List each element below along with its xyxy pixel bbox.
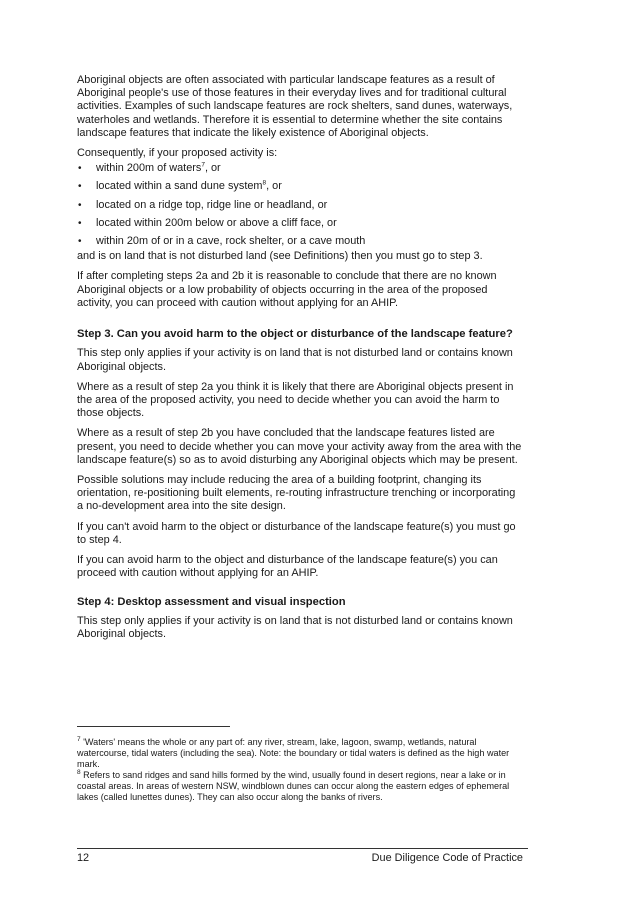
bullet-icon: • bbox=[78, 163, 82, 175]
land-condition-paragraph: and is on land that is not disturbed land (see Definitions) then you must go to step 3. bbox=[77, 250, 483, 263]
step3-paragraph: Where as a result of step 2b you have concluded that the landscape features listed are present, you need to decide whether you can move your activity away from the area with the landscape feature(s) so as to avoid disturbing any Aboriginal objects which may be present. bbox=[77, 427, 522, 466]
footnotes bbox=[77, 737, 523, 803]
step3-paragraph: This step only applies if your activity is on land that is not disturbed land or contains known Aboriginal objects. bbox=[77, 347, 513, 373]
footnote-number: 8 bbox=[77, 768, 81, 776]
step3-heading: Step 3. Can you avoid harm to the object or disturbance of the landscape feature? bbox=[77, 328, 513, 341]
page-number: 12 bbox=[77, 852, 90, 864]
bullet-icon: • bbox=[78, 217, 82, 229]
footnote-ref: 8 bbox=[262, 179, 267, 187]
footer-divider bbox=[77, 848, 528, 849]
step4-paragraph: This step only applies if your activity is on land that is not disturbed land or contains known Aboriginal objects. bbox=[77, 614, 513, 641]
list-item: • located within 200m below or above a cliff face, or bbox=[78, 216, 337, 229]
list-item: • located within a sand dune system$^8$, or bbox=[78, 179, 282, 193]
landscape-feature-list bbox=[77, 162, 523, 248]
step3-paragraph: Where as a result of step 2a you think it is likely that there are Aboriginal objects present in the area of the proposed activity, you need to decide whether you can avoid the harm to those objects. bbox=[77, 380, 514, 420]
step4-heading: Step 4: Desktop assessment and visual inspection bbox=[77, 595, 346, 608]
footnote: $^8$ Refers to sand ridges and sand hills formed by the wind, usually found in desert regions, near a lake or in coastal areas. In areas of western NSW, windblown dunes can occur along the eastern edges of ephemeral lakes (called lunettes dunes). They can also occur along the banks of rivers. bbox=[77, 768, 510, 802]
bullet-icon: • bbox=[78, 236, 82, 248]
footnote: $^7$ 'Waters' means the whole or any part of: any river, stream, lake, lagoon, swamp, wetlands, natural watercourse, tidal waters (including the sea). Note: the boundary or tidal waters is defined as the high water mark. bbox=[77, 735, 510, 769]
intro-paragraph: Aboriginal objects are often associated with particular landscape features as a result of Aboriginal people's use of those features in their everyday lives and for traditional cultural activities. Examples of such landscape features are rock shelters, sand dunes, waterways, waterholes and wetlands. Therefore it is essential to determine whether the site contains landscape features that indicate the likely existence of Aboriginal objects. bbox=[77, 74, 513, 139]
footnote-divider bbox=[77, 726, 230, 727]
list-item: • within 20m of or in a cave, rock shelter, or a cave mouth bbox=[78, 235, 366, 248]
step3-paragraph: Possible solutions may include reducing the area of a building footprint, changing its orientation, re-positioning built elements, re-routing infrastructure trenching or incorporating a no-development area into the site design. bbox=[77, 474, 516, 513]
consequently-paragraph: Consequently, if your proposed activity is: bbox=[77, 147, 278, 160]
list-item: • within 200m of waters$^7$, or bbox=[78, 161, 221, 175]
document-title: Due Diligence Code of Practice bbox=[371, 852, 523, 864]
footnote-number: 7 bbox=[77, 735, 81, 743]
page-body bbox=[77, 74, 523, 648]
bullet-icon: • bbox=[78, 199, 82, 211]
list-item: • located on a ridge top, ridge line or headland, or bbox=[78, 198, 328, 211]
footnote-ref: 7 bbox=[201, 161, 205, 169]
step3-paragraph: If you can't avoid harm to the object or disturbance of the landscape feature(s) you must go to step 4. bbox=[77, 520, 516, 546]
step3-paragraph: If you can avoid harm to the object and disturbance of the landscape feature(s) you can proceed with caution without applying for an AHIP. bbox=[77, 554, 498, 580]
conclusion-paragraph: If after completing steps 2a and 2b it is reasonable to conclude that there are no known Aboriginal objects or a low probability of objects occurring in the area of the proposed activity, you can proceed with caution without applying for an AHIP. bbox=[77, 270, 497, 309]
bullet-icon: • bbox=[78, 181, 82, 193]
